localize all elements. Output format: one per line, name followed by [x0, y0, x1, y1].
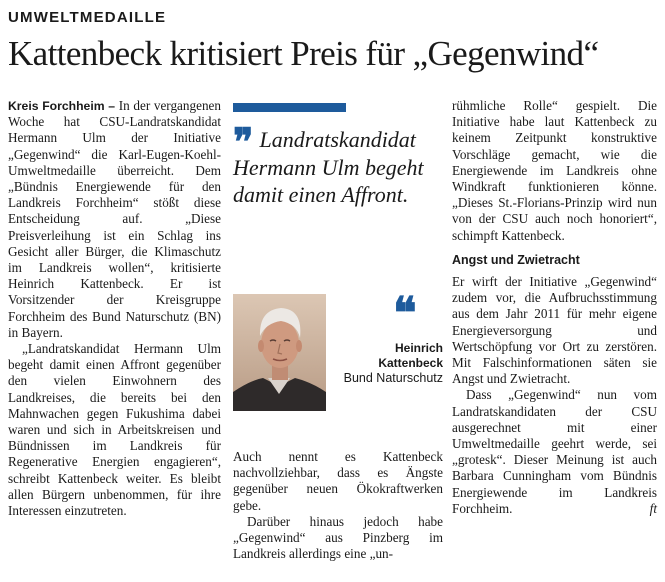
- paragraph-2: „Landratskandidat Hermann Ulm begeht damit einen Affront gegenüber den vielen Einwohnern des Landkreises, die bereits bei den Mahnwachen gegen Fukushima dabei waren und sich in Arbeitskreisen und Bündnissen im Landkreis für Regenerative Energien engagieren“, schreibt Kattenbeck weiter. Es bleibt allen Bürgern unbenommen, für ihre Interessen einzutreten.: [8, 341, 221, 519]
- author-initials: ft: [649, 500, 657, 516]
- subheading: Angst und Zwietracht: [452, 252, 580, 267]
- paragraph-7: [452, 387, 657, 517]
- caption-name-line-2: Kattenbeck: [378, 356, 443, 370]
- quote-mark-icon: ❝: [393, 289, 417, 338]
- column-3: [452, 98, 657, 517]
- photo-caption: [344, 341, 443, 386]
- paragraph-1: [8, 98, 221, 341]
- kicker: UMWELTMEDAILLE: [8, 9, 167, 26]
- quote-mark-icon: ❞: [233, 122, 254, 164]
- paragraph-4: Darüber hinaus jedoch habe „Gegenwind“ aus Pinzberg im Landkreis allerdings eine „un-: [233, 513, 443, 562]
- paragraph-1-text: In der vergangenen Woche hat CSU-Landratskandidat Hermann Ulm der Initiative „Gegenwind“ die Karl-Eugen-Koehl-Umweltmedaille überreicht. Dem „Bündnis Energiewende für den Landkreis Forchheim“ stößt diese Entscheidung auf. „Diese Preisverleihung ist ein Schlag ins Gesicht aller Bürger, die Klimaschutz im Landkreis wollen“, kritisierte Heinrich Kattenbeck. Er ist Vorsitzender der Kreisgruppe Forchheim des Bund Naturschutz (BN) in Bayern.: [8, 98, 221, 340]
- pull-quote: [233, 122, 443, 209]
- portrait-illustration: [233, 294, 326, 411]
- accent-bar: [233, 103, 346, 112]
- portrait-photo: [233, 294, 326, 411]
- paragraph-3: Auch nennt es Kattenbeck nachvollziehbar, dass es Ängste gegenüber neuen Ökokraftwerken gebe.: [233, 449, 443, 513]
- caption-role: Bund Naturschutz: [343, 371, 443, 385]
- column-2: [233, 449, 443, 562]
- paragraph-6: Er wirft der Initiative „Gegenwind“ zudem vor, die Aufbruchsstimmung aus dem Jahr 2011 für mehr eigene Energieversorgung und Wertschöpfung vor Ort zu zerstören. Mit Falschinformationen säten sie Angst und Zwietracht.: [452, 274, 657, 387]
- dateline: Kreis Forchheim –: [8, 99, 116, 113]
- headline: Kattenbeck kritisiert Preis für „Gegenwind“: [8, 34, 599, 73]
- caption-name-line-1: Heinrich: [394, 341, 443, 355]
- paragraph-5: rühmliche Rolle“ gespielt. Die Initiative habe laut Kattenbeck zu keinem Zeitpunkt konstruktive Vorschläge gemacht, wie die Energiewende im Landkreis ohne Windkraft funktionieren könne. „Dieses St.-Florians-Prinzip wird nun von der CSU auch noch honoriert“, schimpft Kattenbeck.: [452, 98, 657, 243]
- pull-quote-text: Landratskandidat Hermann Ulm begeht damit einen Affront.: [233, 127, 424, 207]
- column-1: [8, 98, 221, 519]
- paragraph-7-text: Dass „Gegenwind“ nun vom Landratskandidaten der CSU ausgerechnet mit einer Umweltmedaille geehrt werde, sei „grotesk“. Dieser Meinung ist auch Barbara Cunningham vom Bündnis Energiewende im Landkreis Forchheim.: [452, 387, 657, 516]
